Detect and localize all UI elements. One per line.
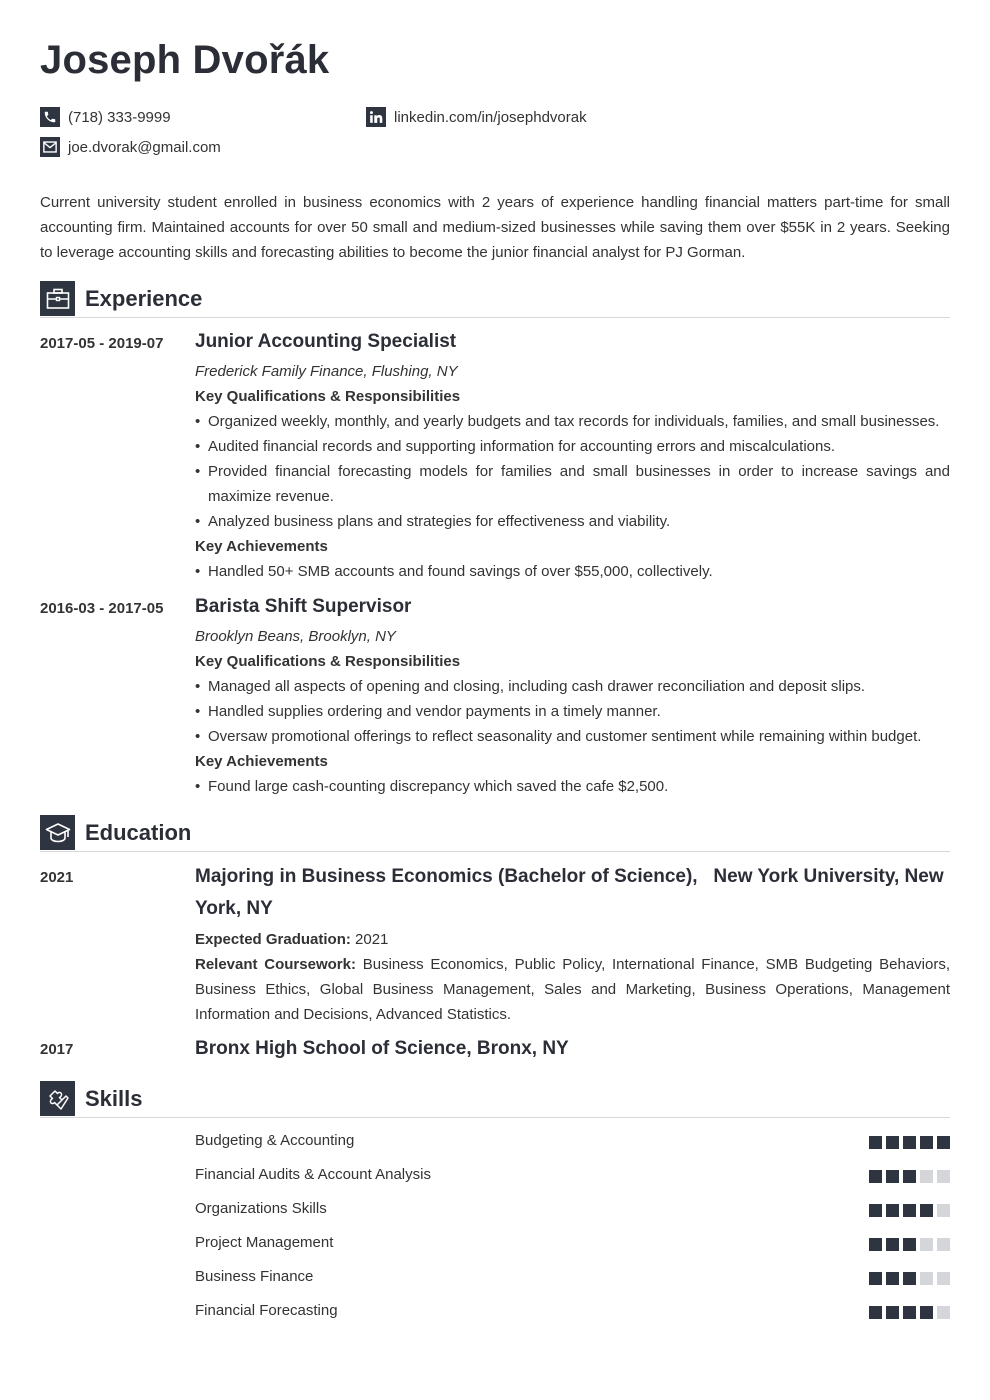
skill-level-square-filled [920,1306,933,1319]
coursework-label: Relevant Coursework: [195,956,356,973]
skill-level-meter [865,1204,950,1217]
job-company: Brooklyn Beans, Brooklyn, NY [195,628,396,645]
skill-level-square-filled [869,1306,882,1319]
graduation-line [195,927,950,952]
skill-level-square-empty [920,1238,933,1251]
list-item: • Handled 50+ SMB accounts and found savings of over $55,000, collectively. [195,559,950,584]
list-item: • Found large cash-counting discrepancy which saved the cafe $2,500. [195,774,950,799]
degree-name: Majoring in Business Economics (Bachelor of Science), [195,866,698,887]
skill-level-square-filled [903,1306,916,1319]
responsibilities-label: Key Qualifications & Responsibilities [195,653,461,670]
skill-level-square-filled [903,1136,916,1149]
skill-row [195,1266,950,1290]
graduation-value: 2021 [355,931,389,948]
education-year: 2017 [40,1041,74,1058]
skill-level-square-filled [886,1272,899,1285]
phone-text[interactable]: (718) 333-9999 [68,108,171,126]
briefcase-icon [40,281,75,316]
skill-name: Project Management [195,1234,334,1251]
skill-level-square-empty [937,1272,950,1285]
skill-level-square-filled [869,1272,882,1285]
email-text[interactable]: joe.dvorak@gmail.com [68,138,221,156]
job-dates: 2016-03 - 2017-05 [40,600,164,617]
education-year: 2021 [40,869,74,886]
achievements-label: Key Achievements [195,753,328,770]
skill-level-square-filled [886,1136,899,1149]
skill-level-square-filled [869,1238,882,1251]
skill-row [195,1300,950,1324]
job-title: Barista Shift Supervisor [195,596,412,617]
skill-level-square-filled [903,1272,916,1285]
puzzle-piece-icon [40,1081,75,1116]
skill-level-square-empty [937,1238,950,1251]
skills-title: Skills [85,1086,143,1111]
phone-icon [40,107,60,127]
job-dates: 2017-05 - 2019-07 [40,335,164,352]
achievements-list [195,774,950,799]
experience-title: Experience [85,286,203,311]
skill-level-square-filled [886,1204,899,1217]
skill-name: Business Finance [195,1268,314,1285]
education-entry [195,861,950,1027]
skill-name: Budgeting & Accounting [195,1132,355,1149]
school-name: Bronx High School of Science, Bronx, NY [195,1038,569,1059]
skill-level-meter [865,1136,950,1149]
job-entry [195,595,950,799]
skill-name: Organizations Skills [195,1200,327,1217]
skill-level-square-empty [937,1204,950,1217]
linkedin-text[interactable]: linkedin.com/in/josephdvorak [394,108,587,126]
skill-level-square-empty [937,1306,950,1319]
list-item: • Oversaw promotional offerings to reflect seasonality and customer sentiment while remaining within budget. [195,724,950,749]
envelope-icon [40,137,60,157]
experience-section-header [40,281,950,318]
graduation-label: Expected Graduation: [195,931,351,948]
contact-linkedin [366,107,587,127]
list-item: • Organized weekly, monthly, and yearly budgets and tax records for individuals, families, and small businesses. [195,409,950,434]
skill-level-square-filled [920,1204,933,1217]
job-company: Frederick Family Finance, Flushing, NY [195,363,458,380]
responsibilities-list [195,674,950,749]
skill-level-meter [865,1306,950,1319]
skill-level-square-filled [869,1204,882,1217]
list-item: • Analyzed business plans and strategies for effectiveness and viability. [195,509,950,534]
skill-row [195,1130,950,1154]
job-title: Junior Accounting Specialist [195,331,457,352]
skill-name: Financial Audits & Account Analysis [195,1166,431,1183]
skill-level-meter [865,1238,950,1251]
skill-level-square-filled [869,1170,882,1183]
skill-level-square-filled [920,1136,933,1149]
list-item: • Managed all aspects of opening and closing, including cash drawer reconciliation and deposit slips. [195,674,950,699]
skill-level-square-filled [903,1170,916,1183]
contact-phone [40,107,171,127]
education-title: Education [85,820,192,845]
job-entry [195,330,950,584]
list-item: • Handled supplies ordering and vendor payments in a timely manner. [195,699,950,724]
list-item: • Provided financial forecasting models for families and small businesses in order to increase savings and maximize revenue. [195,459,950,509]
skill-level-square-filled [886,1170,899,1183]
profile-summary: Current university student enrolled in business economics with 2 years of experience handling financial matters part-time for small accounting firm. Maintained accounts for over 50 small and medium-sized businesses while saving them over $55K in 2 years. Seeking to leverage accounting skills and forecasting abilities to become the junior financial analyst for PJ Gorman. [40,194,950,261]
skill-level-square-filled [903,1238,916,1251]
skill-level-square-filled [903,1204,916,1217]
education-entry [195,1033,950,1067]
education-section-header [40,815,950,852]
skill-row [195,1164,950,1188]
responsibilities-list [195,409,950,534]
candidate-name: Joseph Dvořák [40,38,330,82]
skill-level-square-empty [937,1170,950,1183]
linkedin-icon [366,107,386,127]
skill-level-square-filled [886,1306,899,1319]
coursework-line [195,952,950,1027]
contact-email [40,137,221,157]
education-degree-school [195,861,950,925]
graduation-cap-icon [40,815,75,850]
skill-row [195,1232,950,1256]
skill-name: Financial Forecasting [195,1302,338,1319]
skill-level-square-empty [920,1170,933,1183]
skill-row [195,1198,950,1222]
skill-level-square-filled [937,1136,950,1149]
skill-level-square-filled [886,1238,899,1251]
responsibilities-label: Key Qualifications & Responsibilities [195,388,461,405]
skill-level-square-filled [869,1136,882,1149]
achievements-list [195,559,950,584]
coursework-value: Business Economics, Public Policy, International Finance, SMB Budgeting Behaviors, Business Ethics, Global Business Management, Sales and Marketing, Business Operations, Management Information and Decisions, Advanced Statistics. [195,956,950,1023]
skills-section-header [40,1081,950,1118]
skill-level-square-empty [920,1272,933,1285]
school-name: New York University, New York, NY [195,866,944,919]
list-item: • Audited financial records and supporting information for accounting errors and miscalculations. [195,434,950,459]
skill-level-meter [865,1272,950,1285]
achievements-label: Key Achievements [195,538,328,555]
skill-level-meter [865,1170,950,1183]
